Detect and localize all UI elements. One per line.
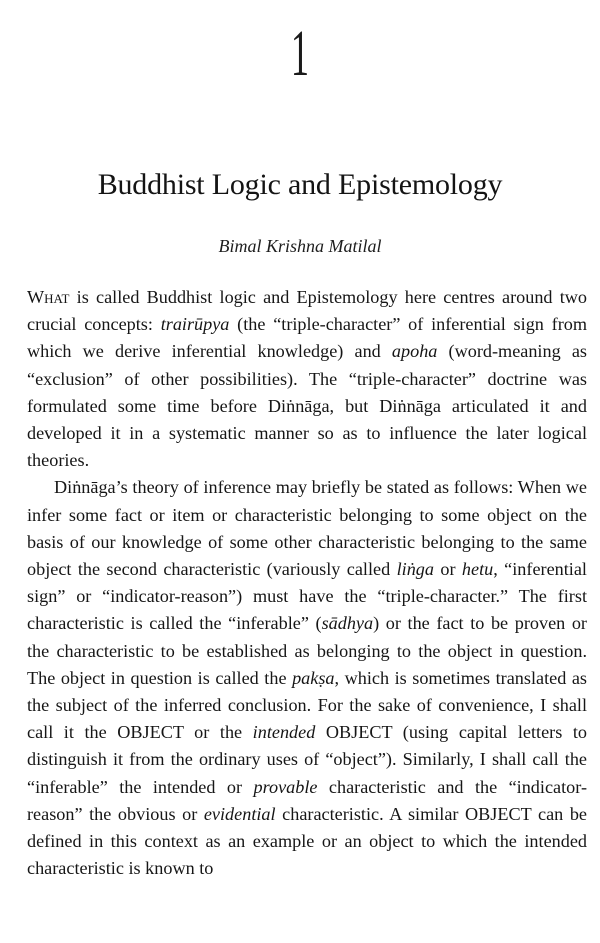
italic-term: evidential [203, 803, 276, 824]
italic-term: sādhya [321, 613, 374, 634]
body-text [27, 284, 587, 882]
text-segment: characteristic. A similar OBJECT can be defined in this context as an example or an object to which the intended characteristic is known to [27, 803, 587, 879]
chapter-author: Bimal Krishna Matilal [218, 236, 382, 256]
text-segment: (word-meaning as “exclusion” of other possibilities). The “triple-character” doctrine was formulated some time before Diṅnāga, but Diṅnāga articulated it and developed it in a systematic manner so as to influence the later logical theories. [27, 341, 587, 471]
italic-term: apoha [391, 341, 438, 362]
paragraph-2 [27, 474, 587, 882]
paragraph-lead: What [27, 287, 70, 307]
chapter-number: 1 [290, 17, 310, 90]
text-segment: characteristic and the “indicator-reason” the obvious or [27, 776, 587, 824]
italic-term: hetu [461, 559, 494, 580]
italic-term: trairūpya [160, 314, 230, 335]
text-segment: , which is sometimes translated as the subject of the inferred conclusion. For the sake of convenience, I shall call it the OBJECT or the [27, 667, 587, 743]
italic-term: liṅga [396, 559, 434, 580]
text-segment: (the “triple-character” of inferential sign from which we derive inferential knowledge) and [27, 314, 587, 362]
chapter-title: Buddhist Logic and Epistemology [97, 168, 503, 201]
italic-term: provable [253, 776, 318, 797]
text-segment: OBJECT (using capital letters to distinguish it from the ordinary uses of “object”). Similarly, I shall call the “inferable” the intended or [27, 722, 588, 797]
text-segment: Diṅnāga’s theory of inference may briefly be stated as follows: When we infer some fact or item or characteristic belonging to some object on the basis of our knowledge of some other characteristic belonging to the same object the second characteristic (variously called [27, 477, 587, 580]
text-segment: ) or the fact to be proven or the characteristic to be established as belonging to the object in question. The object in question is called the [27, 613, 587, 688]
italic-term: pakṣa [292, 667, 335, 688]
text-segment: , “inferential sign” or “indicator-reason”) must have the “triple-character.” The first characteristic is called the “inferable” ( [27, 559, 587, 634]
text-segment: or [433, 559, 462, 580]
italic-term: intended [252, 722, 316, 743]
paragraph-1 [27, 284, 587, 474]
text-segment: is called Buddhist logic and Epistemology here centres around two crucial concepts: [27, 287, 587, 335]
